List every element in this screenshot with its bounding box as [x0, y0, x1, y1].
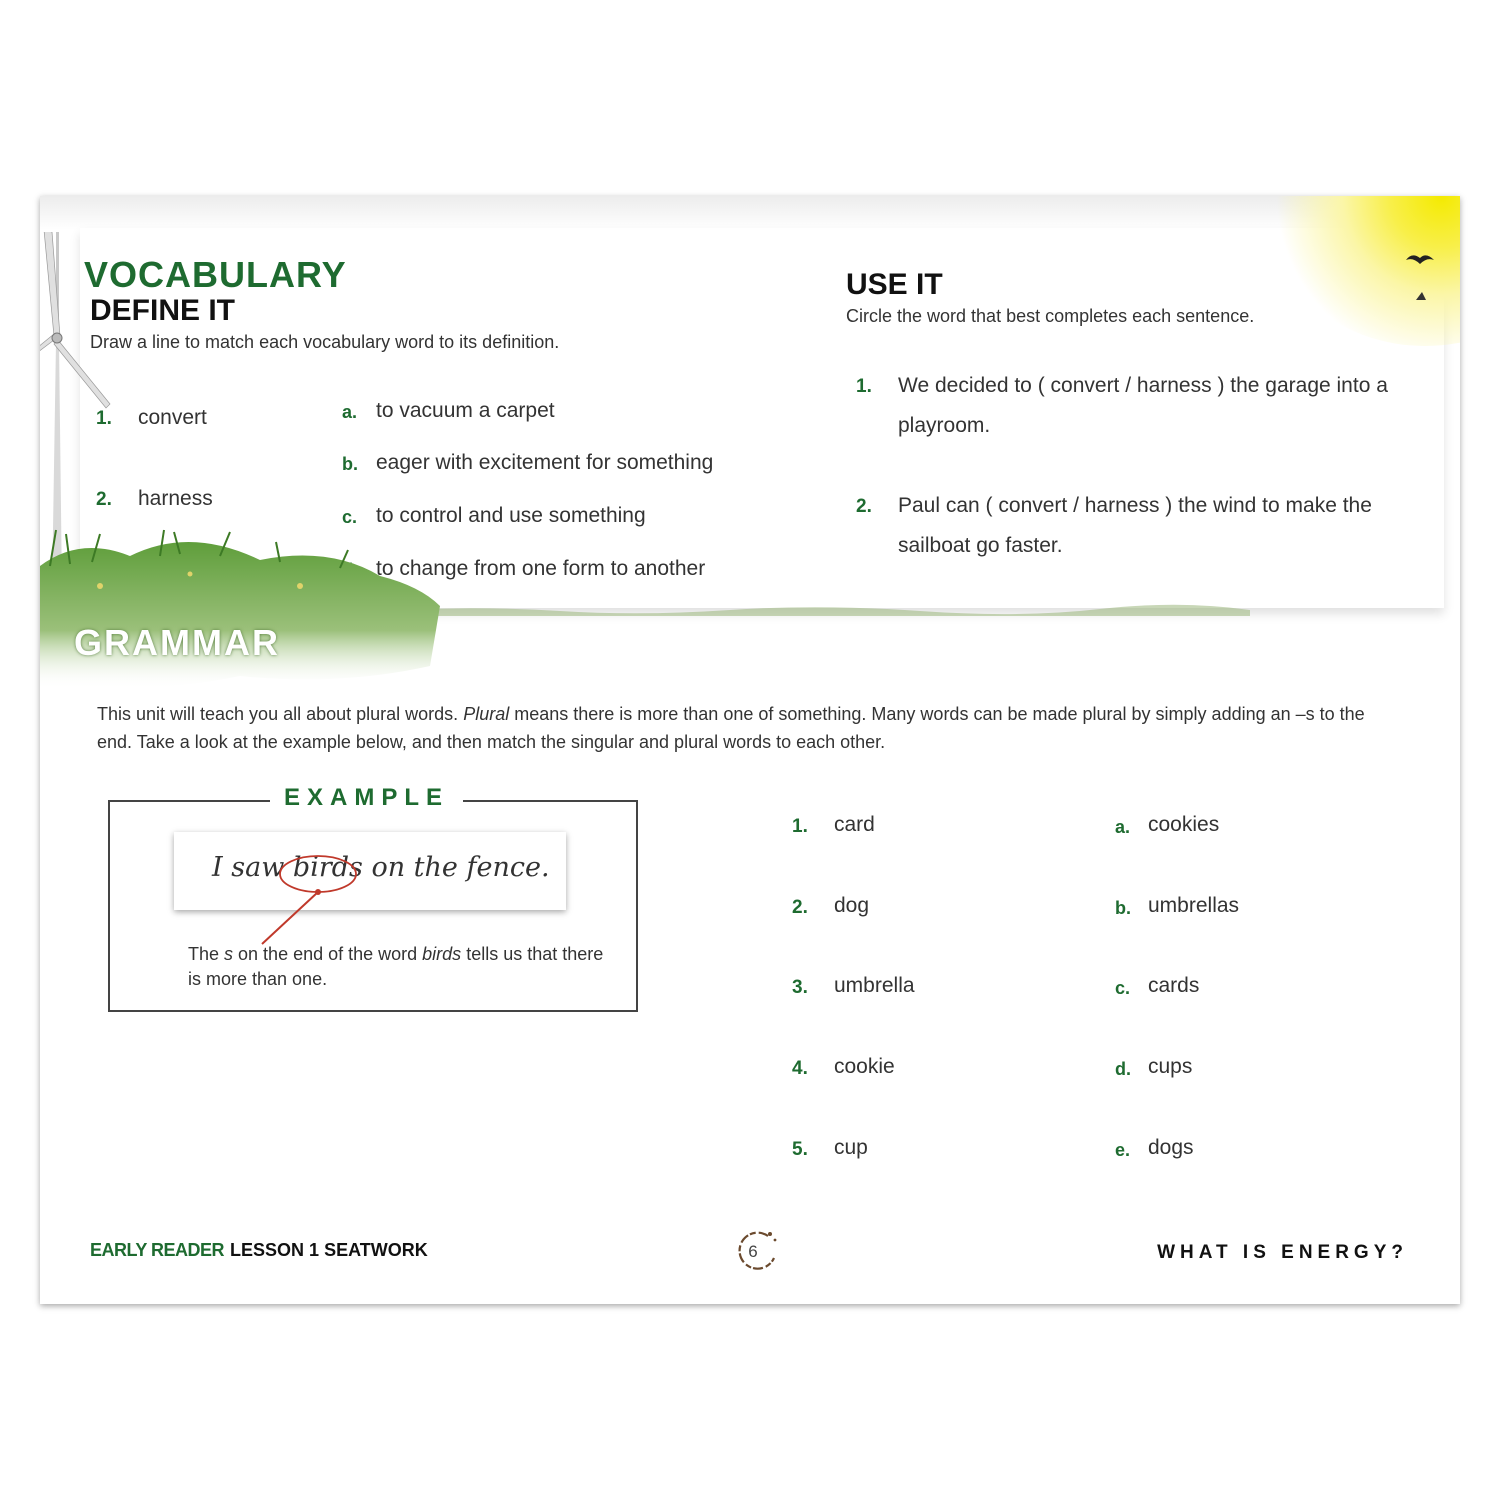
use-it-sentence[interactable]: Paul can ( convert / harness ) the wind to make the sailboat go faster. — [898, 494, 1372, 557]
use-it-sentence[interactable]: We decided to ( convert / harness ) the garage into a playroom. — [898, 374, 1388, 437]
grammar-title: GRAMMAR — [74, 622, 280, 663]
singular-number: 2. — [792, 897, 808, 918]
singular-number: 4. — [792, 1058, 808, 1079]
example-note: The s on the end of the word birds tells us that there is more than one. — [188, 944, 604, 989]
grass-strip-illustration — [400, 604, 1250, 616]
vocab-word: harness — [138, 487, 213, 510]
plural-word: umbrellas — [1148, 894, 1240, 917]
page-number: 6 — [748, 1242, 758, 1261]
use-it-instruction: Circle the word that best completes each sentence. — [846, 306, 1255, 326]
singular-number: 3. — [792, 977, 808, 998]
definition-letter: b. — [342, 454, 358, 474]
circled-word: birds — [292, 852, 363, 883]
plural-letter: e. — [1115, 1140, 1131, 1160]
vocab-word: convert — [138, 406, 207, 429]
use-it-heading: USE IT — [846, 268, 943, 301]
lesson-name: LESSON 1 SEATWORK — [230, 1240, 428, 1260]
definition-letter: a. — [342, 402, 358, 422]
series-name: EARLY READER — [90, 1240, 225, 1260]
definition-text: to vacuum a carpet — [376, 399, 555, 422]
worksheet-page — [40, 196, 1460, 1304]
define-it-instruction: Draw a line to match each vocabulary word to its definition. — [90, 332, 560, 352]
vocab-word-number: 2. — [96, 489, 112, 510]
definition-letter: c. — [342, 507, 358, 527]
plural-letter: d. — [1115, 1059, 1131, 1079]
singular-word: card — [834, 813, 875, 836]
plural-word: cookies — [1148, 813, 1220, 836]
plural-letter: a. — [1115, 817, 1131, 837]
singular-word: cup — [834, 1136, 868, 1159]
plural-word: cups — [1148, 1055, 1193, 1078]
grass-illustration — [40, 526, 440, 706]
example-sentence: I saw birds on the fence. — [212, 852, 550, 883]
example-box — [108, 784, 638, 1012]
sentence-number: 1. — [856, 376, 872, 397]
singular-word: umbrella — [834, 974, 915, 997]
definition-text: eager with excitement for something — [376, 451, 714, 474]
singular-word: dog — [834, 894, 870, 917]
example-label: EXAMPLE — [270, 784, 463, 812]
birds-icon — [1220, 196, 1460, 346]
singular-number: 5. — [792, 1139, 808, 1160]
book-title: WHAT IS ENERGY? — [1157, 1242, 1408, 1263]
plural-letter: c. — [1115, 978, 1131, 998]
singular-number: 1. — [792, 816, 808, 837]
vocab-word-number: 1. — [96, 408, 112, 429]
sun-illustration — [1220, 196, 1460, 346]
singular-word: cookie — [834, 1055, 895, 1078]
page-number-badge — [734, 1228, 782, 1276]
grammar-intro: This unit will teach you all about plural words. Plural means there is more than one of something. Many words can be made plural by simply adding an –s to the end. Take a look at the example below, and then match the singular and plural words to each other. — [97, 704, 1365, 752]
definition-text: to control and use something — [376, 504, 646, 527]
footer-series — [90, 1240, 428, 1261]
define-it-heading: DEFINE IT — [90, 294, 236, 327]
plural-word: dogs — [1148, 1136, 1194, 1159]
sentence-number: 2. — [856, 496, 872, 517]
plural-letter: b. — [1115, 898, 1131, 918]
definition-text: to change from one form to another — [376, 557, 706, 580]
plural-word: cards — [1148, 974, 1200, 997]
vocabulary-title: VOCABULARY — [84, 254, 347, 295]
